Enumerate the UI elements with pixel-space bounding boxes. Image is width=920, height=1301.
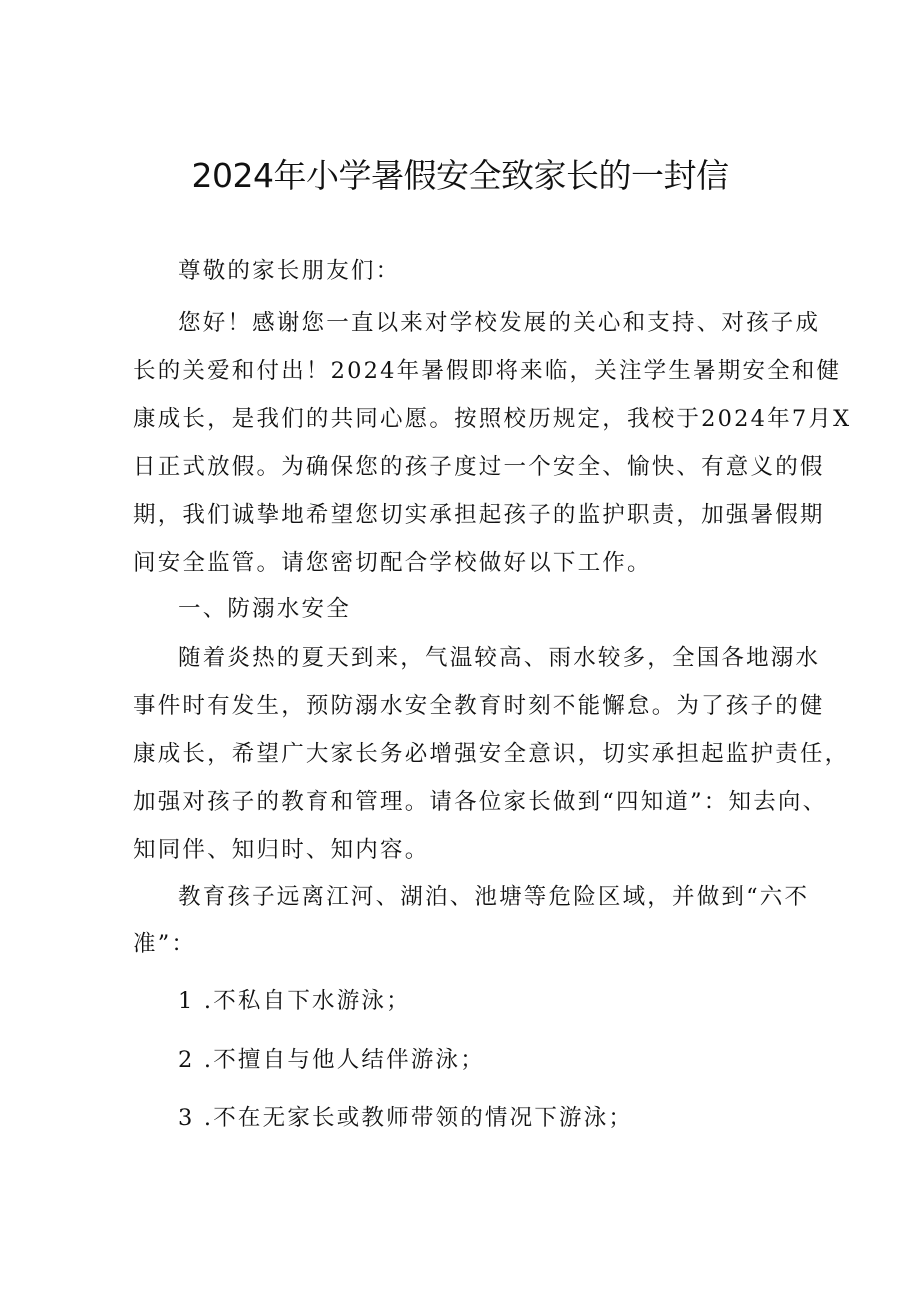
intro-line-3: 康成长，是我们的共同心愿。按照校历规定，我校于2024年7月X: [133, 406, 852, 432]
section1-line-2: 事件时有发生，预防溺水安全教育时刻不能懈怠。为了孩子的健: [133, 693, 825, 719]
list-item-1: 1 .不私自下水游泳；: [178, 988, 411, 1014]
intro-line-6: 间安全监管。请您密切配合学校做好以下工作。: [133, 550, 652, 576]
intro-line-1: 您好！感谢您一直以来对学校发展的关心和支持、对孩子成: [178, 310, 821, 336]
document-title: 2024年小学暑假安全致家长的一封信: [191, 156, 729, 195]
intro-line-2: 长的关爱和付出！2024年暑假即将来临，关注学生暑期安全和健: [133, 358, 842, 384]
section1-line-3: 康成长，希望广大家长务必增强安全意识，切实承担起监护责任，: [133, 741, 850, 767]
section1-line-4: 加强对孩子的教育和管理。请各位家长做到“四知道”：知去向、: [133, 789, 828, 815]
salutation: 尊敬的家长朋友们：: [178, 258, 401, 284]
section1-line-5: 知同伴、知归时、知内容。: [133, 837, 430, 863]
intro-line-5: 期，我们诚挚地希望您切实承担起孩子的监护职责，加强暑假期: [133, 502, 825, 528]
list-item-2: 2 .不擅自与他人结伴游泳；: [178, 1047, 485, 1073]
list-item-3: 3 .不在无家长或教师带领的情况下游泳；: [178, 1105, 634, 1131]
rule-intro-line-1: 教育孩子远离江河、湖泊、池塘等危险区域，并做到“六不: [178, 884, 810, 910]
rule-intro-line-2: 准”：: [133, 931, 197, 957]
intro-line-4: 日正式放假。为确保您的孩子度过一个安全、愉快、有意义的假: [133, 454, 825, 480]
section1-line-1: 随着炎热的夏天到来，气温较高、雨水较多，全国各地溺水: [178, 645, 821, 671]
section-heading-drowning: 一、防溺水安全: [178, 596, 351, 622]
